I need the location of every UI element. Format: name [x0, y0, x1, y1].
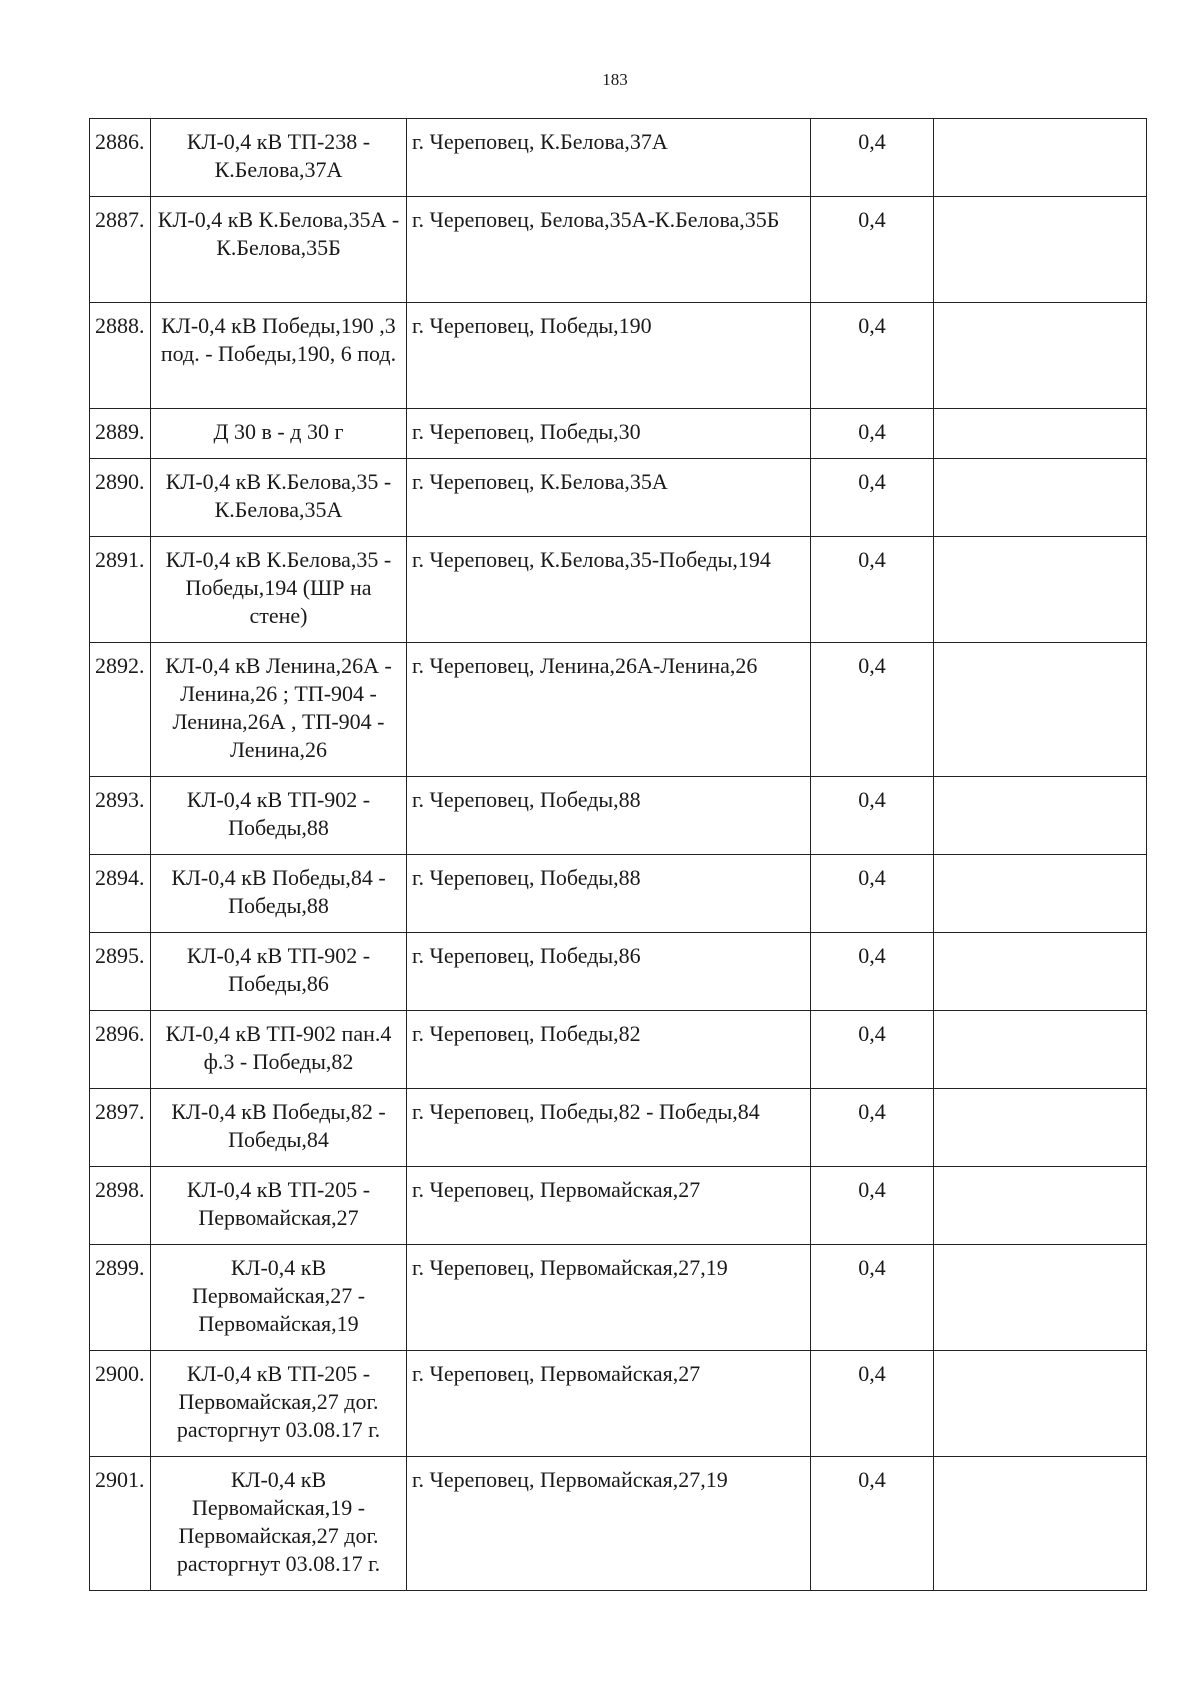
table-row [90, 197, 1147, 303]
row-number: 2896. [90, 1011, 151, 1089]
extra-cell [934, 303, 1147, 409]
table-row [90, 303, 1147, 409]
page-number: 183 [602, 70, 628, 89]
row-number: 2894. [90, 855, 151, 933]
row-number: 2900. [90, 1351, 151, 1457]
object-name: КЛ-0,4 кВ Победы,190 ,3 под. - Победы,190, 6 под. [151, 303, 407, 409]
voltage-value: 0,4 [811, 197, 934, 303]
extra-cell [934, 777, 1147, 855]
row-number: 2889. [90, 409, 151, 459]
row-number: 2888. [90, 303, 151, 409]
extra-cell [934, 409, 1147, 459]
object-address: г. Череповец, Победы,82 - Победы,84 [407, 1089, 811, 1167]
extra-cell [934, 1457, 1147, 1591]
row-number: 2886. [90, 119, 151, 197]
row-number: 2892. [90, 643, 151, 777]
table-row [90, 643, 1147, 777]
table-row [90, 119, 1147, 197]
voltage-value: 0,4 [811, 1457, 934, 1591]
table-row [90, 777, 1147, 855]
object-address: г. Череповец, Белова,35А-К.Белова,35Б [407, 197, 811, 303]
object-address: г. Череповец, Победы,86 [407, 933, 811, 1011]
object-address: г. Череповец, Первомайская,27 [407, 1167, 811, 1245]
table-row [90, 1011, 1147, 1089]
object-address: г. Череповец, Победы,82 [407, 1011, 811, 1089]
row-number: 2901. [90, 1457, 151, 1591]
voltage-value: 0,4 [811, 119, 934, 197]
object-name: КЛ-0,4 кВ Победы,84 - Победы,88 [151, 855, 407, 933]
object-name: КЛ-0,4 кВ К.Белова,35А - К.Белова,35Б [151, 197, 407, 303]
object-address: г. Череповец, К.Белова,35-Победы,194 [407, 537, 811, 643]
object-name: КЛ-0,4 кВ ТП-902 пан.4 ф.3 - Победы,82 [151, 1011, 407, 1089]
object-name: КЛ-0,4 кВ Первомайская,19 - Первомайская,27 дог. расторгнут 03.08.17 г. [151, 1457, 407, 1591]
voltage-value: 0,4 [811, 1245, 934, 1351]
table-row [90, 537, 1147, 643]
object-name: КЛ-0,4 кВ ТП-205 - Первомайская,27 [151, 1167, 407, 1245]
object-name: КЛ-0,4 кВ ТП-238 - К.Белова,37А [151, 119, 407, 197]
voltage-value: 0,4 [811, 459, 934, 537]
extra-cell [934, 1351, 1147, 1457]
object-name: КЛ-0,4 кВ ТП-902 - Победы,88 [151, 777, 407, 855]
object-address: г. Череповец, К.Белова,37А [407, 119, 811, 197]
extra-cell [934, 459, 1147, 537]
table-row [90, 933, 1147, 1011]
voltage-value: 0,4 [811, 1089, 934, 1167]
table-row [90, 409, 1147, 459]
extra-cell [934, 1011, 1147, 1089]
extra-cell [934, 643, 1147, 777]
voltage-value: 0,4 [811, 1011, 934, 1089]
object-address: г. Череповец, Первомайская,27,19 [407, 1457, 811, 1591]
row-number: 2893. [90, 777, 151, 855]
row-number: 2891. [90, 537, 151, 643]
table-row [90, 1089, 1147, 1167]
extra-cell [934, 197, 1147, 303]
voltage-value: 0,4 [811, 303, 934, 409]
row-number: 2887. [90, 197, 151, 303]
row-number: 2899. [90, 1245, 151, 1351]
extra-cell [934, 1167, 1147, 1245]
table-row [90, 1457, 1147, 1591]
table-row [90, 1167, 1147, 1245]
table-row [90, 855, 1147, 933]
object-name: КЛ-0,4 кВ Первомайская,27 - Первомайская,19 [151, 1245, 407, 1351]
voltage-value: 0,4 [811, 1167, 934, 1245]
object-name: КЛ-0,4 кВ К.Белова,35 - Победы,194 (ШР на стене) [151, 537, 407, 643]
row-number: 2898. [90, 1167, 151, 1245]
object-name: КЛ-0,4 кВ ТП-205 - Первомайская,27 дог. расторгнут 03.08.17 г. [151, 1351, 407, 1457]
extra-cell [934, 933, 1147, 1011]
row-number: 2895. [90, 933, 151, 1011]
voltage-value: 0,4 [811, 1351, 934, 1457]
object-address: г. Череповец, Победы,88 [407, 855, 811, 933]
registry-table-body [90, 119, 1147, 1591]
extra-cell [934, 537, 1147, 643]
voltage-value: 0,4 [811, 933, 934, 1011]
object-address: г. Череповец, К.Белова,35А [407, 459, 811, 537]
voltage-value: 0,4 [811, 409, 934, 459]
object-address: г. Череповец, Ленина,26А-Ленина,26 [407, 643, 811, 777]
extra-cell [934, 1089, 1147, 1167]
extra-cell [934, 855, 1147, 933]
row-number: 2897. [90, 1089, 151, 1167]
object-name: КЛ-0,4 кВ К.Белова,35 - К.Белова,35А [151, 459, 407, 537]
object-address: г. Череповец, Первомайская,27,19 [407, 1245, 811, 1351]
object-address: г. Череповец, Победы,30 [407, 409, 811, 459]
object-address: г. Череповец, Победы,88 [407, 777, 811, 855]
row-number: 2890. [90, 459, 151, 537]
extra-cell [934, 1245, 1147, 1351]
object-address: г. Череповец, Победы,190 [407, 303, 811, 409]
table-row [90, 1351, 1147, 1457]
object-address: г. Череповец, Первомайская,27 [407, 1351, 811, 1457]
voltage-value: 0,4 [811, 643, 934, 777]
table-row [90, 459, 1147, 537]
object-name: КЛ-0,4 кВ Победы,82 - Победы,84 [151, 1089, 407, 1167]
object-name: Д 30 в - д 30 г [151, 409, 407, 459]
registry-table [89, 118, 1147, 1591]
voltage-value: 0,4 [811, 777, 934, 855]
voltage-value: 0,4 [811, 855, 934, 933]
object-name: КЛ-0,4 кВ ТП-902 - Победы,86 [151, 933, 407, 1011]
voltage-value: 0,4 [811, 537, 934, 643]
table-row [90, 1245, 1147, 1351]
object-name: КЛ-0,4 кВ Ленина,26А - Ленина,26 ; ТП-904 - Ленина,26А , ТП-904 - Ленина,26 [151, 643, 407, 777]
extra-cell [934, 119, 1147, 197]
